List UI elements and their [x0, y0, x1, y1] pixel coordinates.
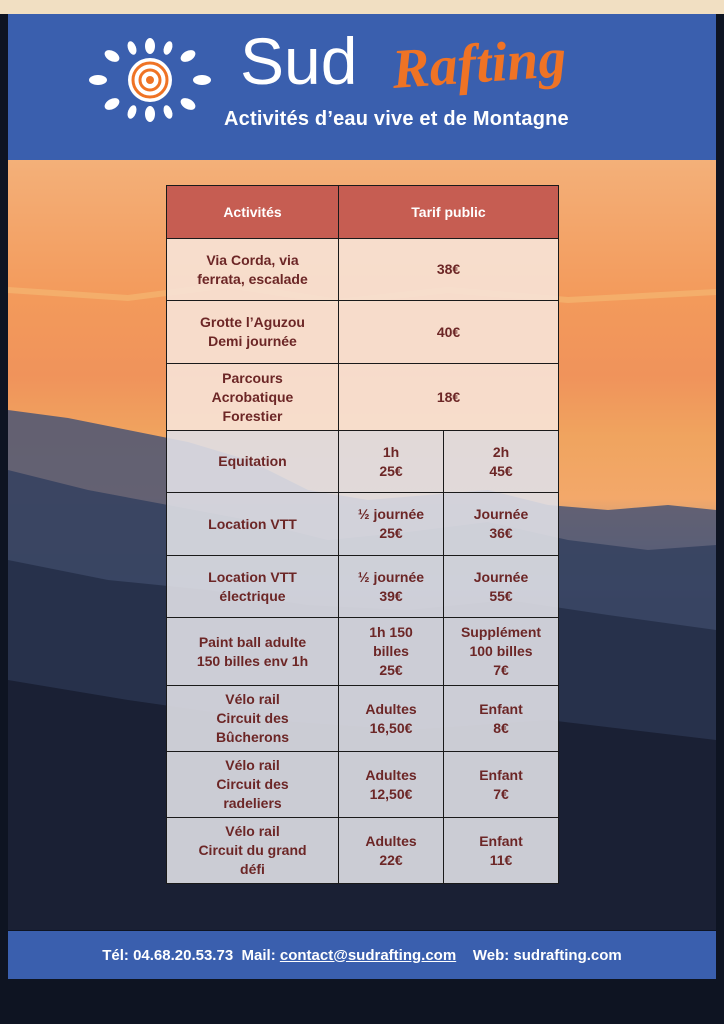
price-cell-b	[444, 818, 559, 884]
cell-line: Journée	[473, 506, 529, 522]
cell-line: Demi journée	[208, 333, 297, 349]
cell-line: 18€	[436, 388, 461, 405]
cell-line: 45€	[489, 462, 513, 479]
table-row	[167, 301, 559, 364]
footer-phone: Tél: 04.68.20.53.73	[102, 946, 234, 964]
activity-cell	[167, 686, 339, 752]
cell-line: 25€	[379, 662, 403, 678]
price-cell-b	[444, 493, 559, 556]
email-link[interactable]: contact@sudrafting.com	[279, 946, 457, 964]
cell-line: Paint ball adulte	[198, 633, 307, 650]
cell-line: 8€	[493, 719, 509, 736]
cell-line: 25€	[379, 525, 403, 541]
brand-tagline: Activités d’eau vive et de Montagne	[224, 108, 569, 130]
cell-line: Enfant	[479, 700, 523, 717]
cell-line: défi	[240, 861, 265, 877]
cell-line: 16,50€	[369, 719, 413, 736]
footer-website[interactable]: Web: sudrafting.com	[472, 946, 622, 964]
price-cell-a	[339, 493, 444, 556]
activity-cell	[167, 364, 339, 431]
price-cell-a	[339, 686, 444, 752]
table-row	[167, 618, 559, 686]
cell-line: 55€	[489, 587, 513, 604]
brand-name-rafting: Rafting	[390, 26, 569, 102]
cell-line: Forestier	[222, 407, 283, 424]
activity-cell	[167, 239, 339, 301]
cell-line: 39€	[379, 587, 403, 604]
cell-line: 1h 150	[369, 624, 413, 640]
cell-line: Via Corda, via	[206, 251, 299, 268]
price-cell	[339, 364, 559, 431]
cell-line: 40€	[436, 323, 461, 340]
price-cell-a	[339, 752, 444, 818]
cell-line: billes	[373, 643, 409, 659]
activity-cell	[167, 493, 339, 556]
activity-cell	[167, 752, 339, 818]
cell-line: 36€	[489, 525, 513, 541]
price-cell-b	[444, 431, 559, 493]
price-cell-a	[339, 618, 444, 686]
table-header-row	[167, 186, 559, 239]
cell-line: Adultes	[365, 700, 417, 717]
cell-line: électrique	[219, 587, 286, 604]
table-row	[167, 431, 559, 493]
brand-name-sud: Sud	[240, 24, 358, 98]
cell-line: Vélo rail	[225, 691, 280, 707]
table-row	[167, 493, 559, 556]
cell-line: 38€	[436, 261, 461, 277]
cell-line: Location VTT	[208, 515, 297, 532]
footer-mail-label: Mail:	[241, 946, 276, 964]
cell-line: ferrata, escalade	[197, 270, 308, 287]
cell-line: radeliers	[223, 795, 282, 811]
cell-line: Grotte l’Aguzou	[200, 314, 305, 330]
table-row	[167, 239, 559, 301]
header-activities: Activités	[167, 186, 339, 239]
contact-footer	[8, 931, 716, 979]
cell-line: 22€	[379, 851, 403, 868]
cell-line: 11€	[489, 851, 513, 868]
price-cell-b	[444, 618, 559, 686]
activity-cell	[167, 618, 339, 686]
cell-line: Equitation	[218, 453, 287, 469]
price-cell-a	[339, 818, 444, 884]
cell-line: 150 billes env 1h	[196, 652, 309, 669]
price-cell-b	[444, 752, 559, 818]
footer-gap	[233, 947, 241, 964]
footer-gap	[456, 947, 473, 964]
cell-line: 1h	[382, 443, 400, 460]
activity-cell	[167, 556, 339, 618]
cell-line: Circuit du grand	[198, 842, 307, 858]
cell-line: Circuit des	[216, 710, 289, 726]
activity-cell	[167, 431, 339, 493]
table-row	[167, 364, 559, 431]
sun-logo-icon	[88, 38, 212, 122]
price-table	[166, 185, 559, 884]
cell-line: 7€	[493, 662, 509, 678]
cell-line: 100 billes	[469, 643, 533, 659]
header-tarif-public: Tarif public	[339, 186, 559, 239]
price-cell-a	[339, 431, 444, 493]
activity-cell	[167, 301, 339, 364]
price-cell-a	[339, 556, 444, 618]
price-cell-b	[444, 556, 559, 618]
cell-line: 2h	[492, 443, 510, 460]
price-cell	[339, 301, 559, 364]
cell-line: Enfant	[479, 832, 523, 849]
cell-line: Vélo rail	[225, 823, 280, 839]
cell-line: Bûcherons	[215, 729, 290, 745]
cell-line: ½ journée	[357, 568, 425, 585]
activity-cell	[167, 818, 339, 884]
table-row	[167, 752, 559, 818]
price-cell	[339, 239, 559, 301]
cell-line: Location VTT	[208, 568, 297, 585]
cell-line: Adultes	[365, 832, 417, 849]
cell-line: Acrobatique	[211, 388, 294, 405]
cell-line: 25€	[379, 462, 403, 479]
cell-line: Supplément	[460, 624, 542, 640]
table-row	[167, 556, 559, 618]
cell-line: Journée	[473, 568, 529, 585]
cell-line: 7€	[493, 785, 509, 802]
cell-line: ½ journée	[357, 506, 425, 522]
cell-line: Adultes	[365, 766, 417, 783]
table-row	[167, 686, 559, 752]
cell-line: Vélo rail	[225, 757, 280, 773]
cell-line: Enfant	[479, 766, 523, 783]
cell-line: 12,50€	[369, 785, 413, 802]
cell-line: Circuit des	[216, 776, 289, 792]
price-cell-b	[444, 686, 559, 752]
table-row	[167, 818, 559, 884]
cell-line: Parcours	[222, 369, 283, 386]
top-strip	[0, 0, 724, 14]
